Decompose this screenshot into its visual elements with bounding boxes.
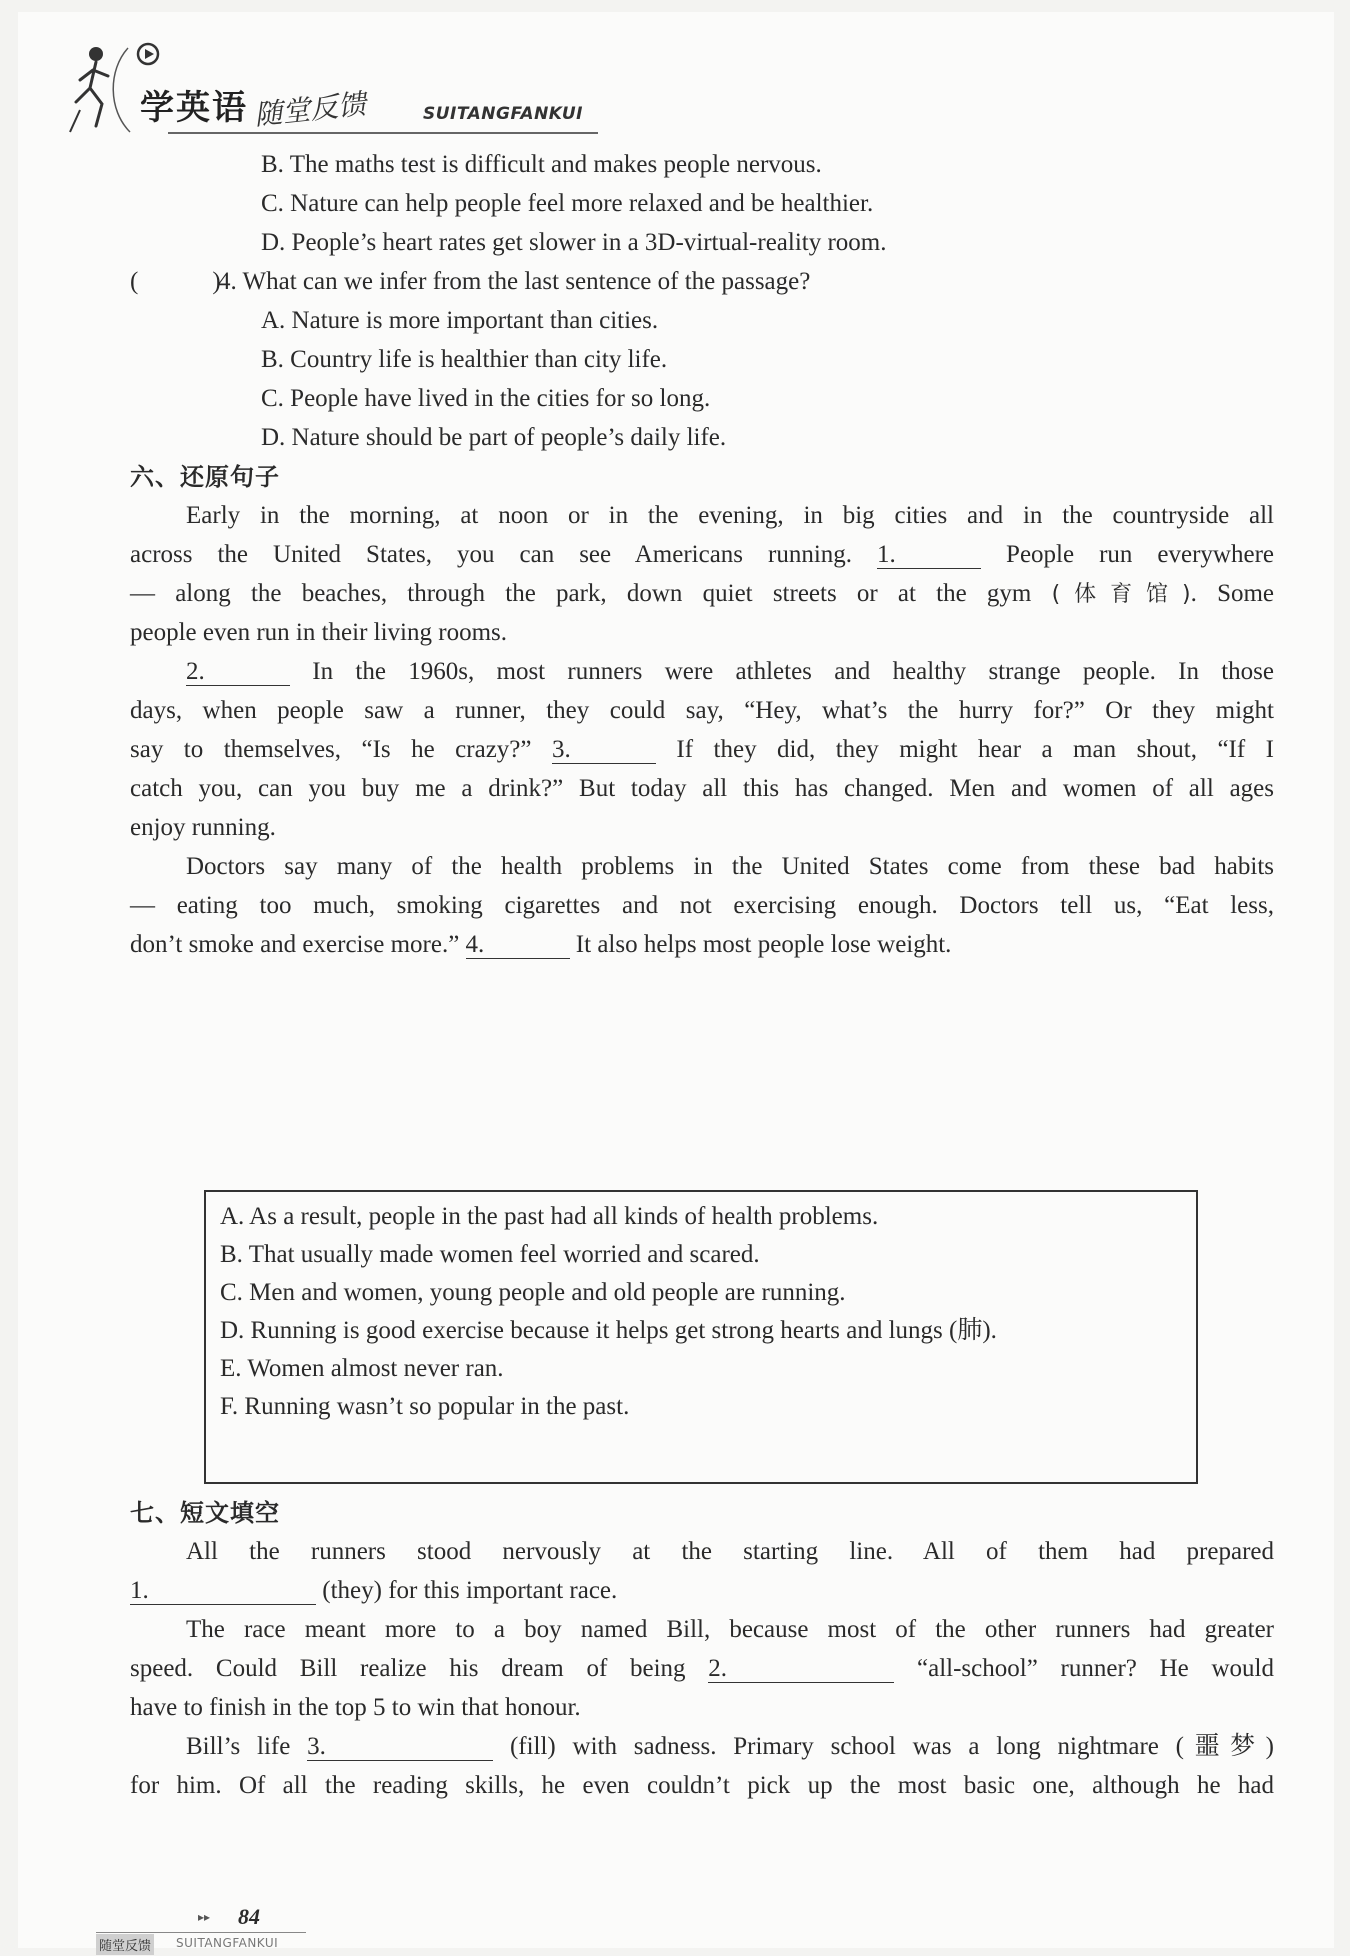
box-option-b: B. That usually made women feel worried and scared. xyxy=(220,1241,760,1268)
box-option-d: D. Running is good exercise because it helps get strong hearts and lungs (肺). xyxy=(220,1317,997,1344)
s7-p2-line3: have to finish in the top 5 to win that honour. xyxy=(130,1694,581,1721)
s6-p2-line2: days, when people saw a runner, they could say, “Hey, what’s the hurry for?” Or they might xyxy=(130,697,1274,724)
s6-blank-1[interactable]: 1. xyxy=(877,542,981,569)
header-divider xyxy=(168,132,598,134)
page-number: 84 xyxy=(238,1904,260,1929)
s7-p2-line2: speed. Could Bill realize his dream of being 2. “all-school” runner? He would xyxy=(130,1655,1274,1682)
question-4-stem: 4. What can we infer from the last sentence of the passage? xyxy=(218,268,811,295)
footer-divider xyxy=(96,1932,306,1933)
s6-p2-line1: 2. In the 1960s, most runners were athletes and healthy strange people. In those xyxy=(186,658,1274,685)
s7-p3-line2: for him. Of all the reading skills, he even couldn’t pick up the most basic one, although he had xyxy=(130,1772,1274,1799)
answer-paren[interactable]: ( ) xyxy=(130,268,229,295)
section-6-title: 六、还原句子 xyxy=(130,463,280,491)
box-option-f: F. Running wasn’t so popular in the past. xyxy=(220,1393,630,1420)
s7-p1-line2: 1. (they) for this important race. xyxy=(130,1577,618,1604)
brand-title: 学英语 xyxy=(140,88,248,128)
workbook-page xyxy=(18,12,1334,1954)
s7-p2-line1: The race meant more to a boy named Bill, because most of the other runners had greater xyxy=(186,1616,1274,1643)
s6-p1-line3: — along the beaches, through the park, down quiet streets or at the gym (体育馆). Some xyxy=(130,580,1275,607)
s6-p1-line4: people even run in their living rooms. xyxy=(130,619,508,646)
q3-option-d: D. People’s heart rates get slower in a 3D-virtual-reality room. xyxy=(261,229,887,256)
section-7-title: 七、短文填空 xyxy=(130,1499,280,1527)
arrow-icon: ▸▸ xyxy=(198,1910,211,1924)
brand-pinyin: SUITANGFANKUI xyxy=(423,104,583,124)
footer-pinyin: SUITANGFANKUI xyxy=(176,1936,279,1950)
box-option-c: C. Men and women, young people and old people are running. xyxy=(220,1279,846,1306)
s6-p2-line3: say to themselves, “Is he crazy?” 3. If they did, they might hear a man shout, “If I xyxy=(130,736,1274,763)
s6-blank-3[interactable]: 3. xyxy=(552,737,656,764)
s6-p2-line5: enjoy running. xyxy=(130,814,276,841)
footer-tag: 随堂反馈 xyxy=(96,1934,154,1955)
s6-p2-line4: catch you, can you buy me a drink?” But today all this has changed. Men and women of all ages xyxy=(130,775,1274,802)
options-box xyxy=(204,1190,1198,1484)
s6-p3-line2: — eating too much, smoking cigarettes and not exercising enough. Doctors tell us, “Eat less, xyxy=(130,892,1274,919)
q4-option-b: B. Country life is healthier than city life. xyxy=(261,346,668,373)
s6-p1-line2: across the United States, you can see Americans running. 1. People run everywhere xyxy=(130,541,1274,568)
s7-blank-3[interactable]: 3. xyxy=(307,1734,493,1761)
page-footer xyxy=(96,1892,416,1954)
s7-p3-line1: Bill’s life 3. (fill) with sadness. Primary school was a long nightmare (噩梦) xyxy=(186,1733,1275,1760)
s6-blank-4[interactable]: 4. xyxy=(466,932,570,959)
s6-blank-2[interactable]: 2. xyxy=(186,659,290,686)
s7-blank-1[interactable]: 1. xyxy=(130,1578,316,1605)
s6-p3-line3: don’t smoke and exercise more.” 4. It also helps most people lose weight. xyxy=(130,931,952,958)
q3-option-b: B. The maths test is difficult and makes people nervous. xyxy=(261,151,822,178)
brand-subtitle: 随堂反馈 xyxy=(252,87,368,132)
s6-p1-line1: Early in the morning, at noon or in the evening, in big cities and in the countryside all xyxy=(186,502,1274,529)
box-option-e: E. Women almost never ran. xyxy=(220,1355,504,1382)
question-4 xyxy=(130,267,810,297)
s7-blank-2[interactable]: 2. xyxy=(708,1656,894,1683)
q4-option-a: A. Nature is more important than cities. xyxy=(261,307,659,334)
s7-p1-line1: All the runners stood nervously at the starting line. All of them had prepared xyxy=(186,1538,1274,1565)
box-option-a: A. As a result, people in the past had all kinds of health problems. xyxy=(220,1203,879,1230)
s6-p3-line1: Doctors say many of the health problems in the United States come from these bad habits xyxy=(186,853,1274,880)
q3-option-c: C. Nature can help people feel more relaxed and be healthier. xyxy=(261,190,874,217)
q4-option-d: D. Nature should be part of people’s daily life. xyxy=(261,424,727,451)
q4-option-c: C. People have lived in the cities for so long. xyxy=(261,385,711,412)
page-header xyxy=(68,40,588,150)
